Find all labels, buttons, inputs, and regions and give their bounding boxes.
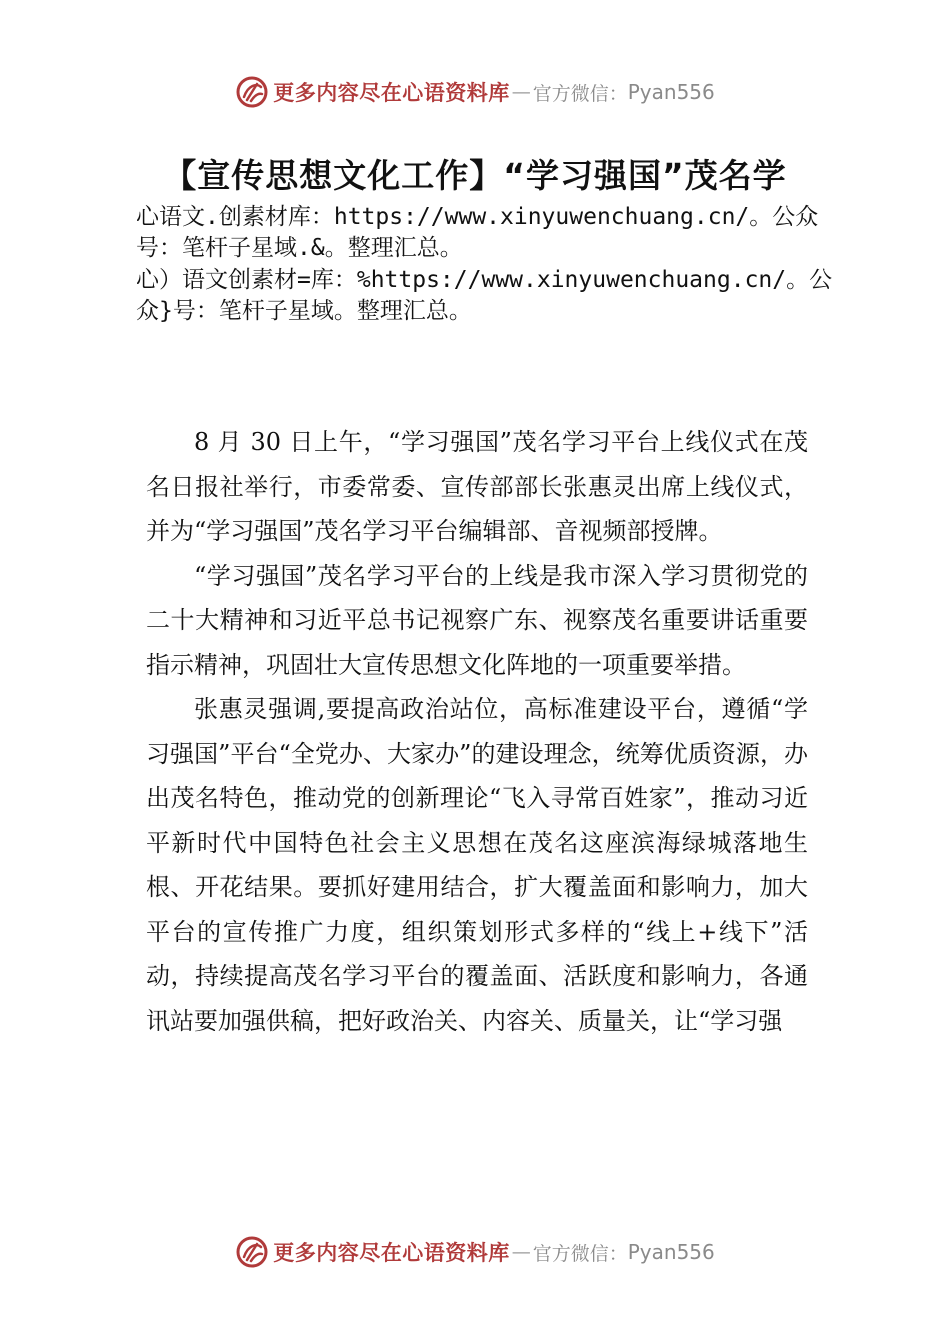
paragraph: 8 月 30 日上午，“学习强国”茂名学习平台上线仪式在茂名日报社举行，市委常委、宣传部部长张惠灵出席上线仪式，并为“学习强国”茂名学习平台编辑部、音视频部授牌。 bbox=[146, 428, 808, 545]
banner-separator: — bbox=[511, 1241, 531, 1263]
paragraph: “学习强国”茂名学习平台的上线是我市深入学习贯彻党的二十大精神和习近平总书记视察广东、视察茂名重要讲话重要指示精神，巩固壮大宣传思想文化阵地的一项重要举措。 bbox=[146, 561, 808, 679]
header-banner bbox=[0, 72, 950, 112]
banner-wechat-label: 官方微信： bbox=[532, 82, 628, 105]
source-note-2: 心）语文创素材=库：%https://www.xinyuwenchuang.cn/。公众}号：笔杆子星域。整理汇总。 bbox=[136, 267, 833, 324]
document-title: 【宣传思想文化工作】“学习强国”茂名学 bbox=[163, 156, 787, 195]
seal-logo-icon bbox=[235, 75, 269, 109]
source-note-1: 心语文.创素材库：https://www.xinyuwenchuang.cn/。公众号：笔杆子星域.&。整理汇总。 bbox=[136, 204, 819, 261]
banner-separator: — bbox=[511, 81, 531, 103]
banner-wechat-id: Pyan556 bbox=[627, 80, 715, 104]
article-body bbox=[146, 420, 808, 1043]
banner-text: 更多内容尽在心语资料库 bbox=[273, 80, 510, 105]
banner-wechat-id: Pyan556 bbox=[627, 1240, 715, 1264]
seal-logo-icon bbox=[235, 1235, 269, 1269]
paragraph: 张惠灵强调,要提高政治站位，高标准建设平台，遵循“学习强国”平台“全党办、大家办”的建设理念，统筹优质资源，办出茂名特色，推动党的创新理论“飞入寻常百姓家”，推动习近平新时代中国特色社会主义思想在茂名这座滨海绿城落地生根、开花结果。要抓好建用结合，扩大覆盖面和影响力，加大平台的宣传推广力度，组织策划形式多样的“线上+线下”活动，持续提高茂名学习平台的覆盖面、活跃度和影响力，各通讯站要加强供稿，把好政治关、内容关、质量关，让“学习强 bbox=[146, 695, 808, 1035]
footer-banner bbox=[0, 1232, 950, 1272]
banner-wechat-label: 官方微信： bbox=[532, 1242, 628, 1265]
banner-text: 更多内容尽在心语资料库 bbox=[273, 1240, 510, 1265]
